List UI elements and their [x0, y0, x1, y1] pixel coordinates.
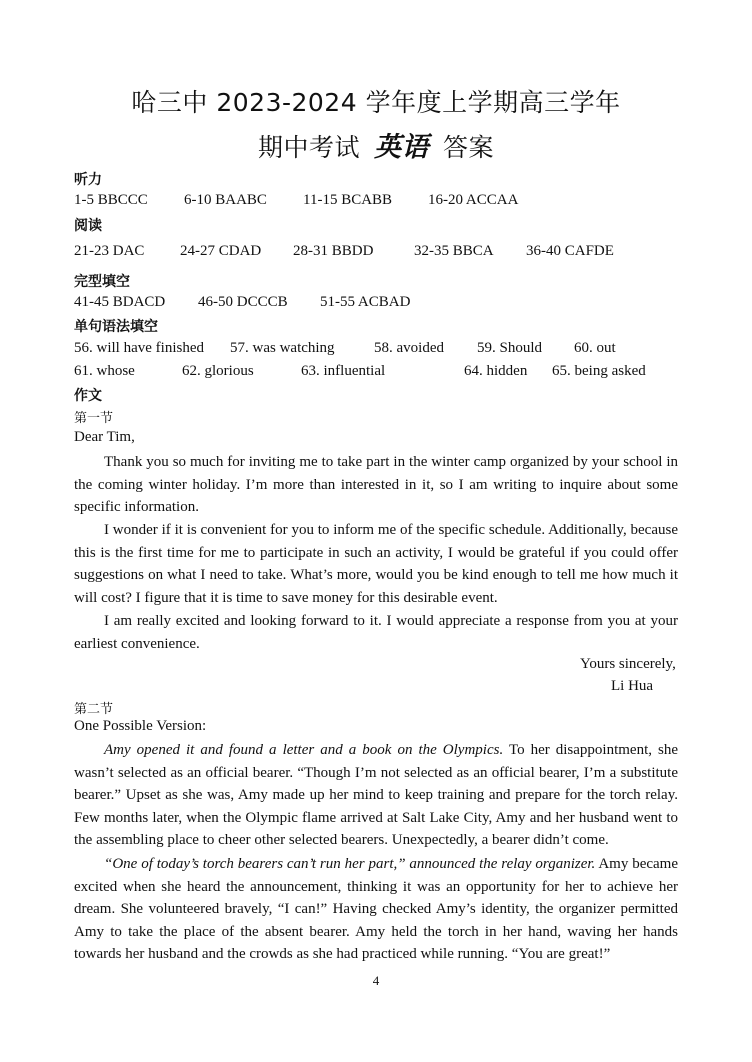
letter-paragraph: I wonder if it is convenient for you to inform me of the specific schedule. Additionally, because this is the first time for me to participate in such an activity, I would be grateful if you could offer suggestions on what I need to take. What’s more, would you be kind enough to tell me how much it will cost? I figure that it is time to save money for this desirable event.: [74, 522, 678, 606]
answer-item: 57. was watching: [230, 340, 335, 356]
answer-group: 32-35 BBCA: [414, 243, 494, 259]
writing-part1-label: 第一节: [74, 411, 114, 426]
answer-item: 56. will have finished: [74, 340, 204, 356]
page-number: 4: [372, 973, 380, 988]
title-exam-label: 期中考试: [257, 133, 360, 162]
story-lead-sentence: “One of today’s torch bearers can’t run her part,” announced the relay organizer.: [104, 856, 596, 872]
story-body: To her disappointment, she wasn’t selected as an official bearer. “Though I’m not selected as an official bearer, I’m a substitute bearer.” Upset as she was, Amy made up her mind to keep training and prepare for the torch relay. Few months later, when the Olympic flame arrived at Salt Lake City, Amy and her husband went to the assembling place to cheer other selected bearers. Unexpectedly, a bearer didn’t come.: [74, 742, 678, 849]
story-body: Amy became excited when she heard the announcement, thinking it was an opportunity for her to achieve her dream. She volunteered bravely, “I can!” Having checked Amy’s identity, the organizer permitted Amy to take the place of the absent bearer. Amy held the torch in her hand, waving her hands towards her husband and the crowds as she had practiced while running. “You are great!”: [74, 856, 678, 963]
story-lead-sentence: Amy opened it and found a letter and a book on the Olympics.: [104, 742, 504, 758]
answer-group: 46-50 DCCCB: [198, 294, 288, 310]
letter-closing: Yours sincerely,: [580, 656, 676, 672]
answer-group: 41-45 BDACD: [74, 294, 166, 310]
story-paragraph: [74, 853, 678, 966]
answer-group: 16-20 ACCAA: [428, 192, 519, 208]
section-heading-reading: 阅读: [74, 218, 102, 234]
letter-salutation: Dear Tim,: [74, 429, 135, 445]
title-subject: 英语: [374, 132, 429, 163]
page-title-line2: [0, 125, 752, 164]
letter-paragraph: Thank you so much for inviting me to take part in the winter camp organized by your school in the coming winter holiday. I’m more than interested in it, so I am writing to inquire about some specific information.: [74, 454, 678, 516]
answer-group: 28-31 BBDD: [293, 243, 374, 259]
answer-item: 63. influential: [301, 363, 386, 379]
answer-item: 64. hidden: [464, 363, 528, 379]
answer-group: 6-10 BAABC: [184, 192, 267, 208]
answer-group: 1-5 BBCCC: [74, 192, 148, 208]
answer-item: 60. out: [574, 340, 616, 356]
section-heading-writing: 作文: [74, 388, 102, 404]
letter-paragraph: I am really excited and looking forward to it. I would appreciate a response from you at your earliest convenience.: [74, 613, 678, 652]
answer-group: 51-55 ACBAD: [320, 294, 411, 310]
answer-item: 65. being asked: [552, 363, 646, 379]
section-heading-grammar: 单句语法填空: [74, 319, 158, 335]
section-heading-listening: 听力: [74, 172, 102, 188]
letter-signature: Li Hua: [611, 678, 654, 694]
answer-item: 61. whose: [74, 363, 135, 379]
answer-item: 62. glorious: [182, 363, 254, 379]
answer-group: 36-40 CAFDE: [526, 243, 614, 259]
answer-item: 58. avoided: [374, 340, 444, 356]
answer-group: 21-23 DAC: [74, 243, 145, 259]
answer-group: 11-15 BCABB: [303, 192, 393, 208]
answer-group: 24-27 CDAD: [180, 243, 262, 259]
page-title-line1: 哈三中 2023-2024 学年度上学期高三学年: [131, 88, 621, 117]
writing-part2-label: 第二节: [74, 702, 114, 717]
title-answer-label: 答案: [443, 133, 495, 162]
story-paragraph: [74, 739, 678, 852]
section-heading-cloze: 完型填空: [74, 274, 130, 290]
answer-item: 59. Should: [477, 340, 543, 356]
version-label: One Possible Version:: [74, 718, 207, 734]
